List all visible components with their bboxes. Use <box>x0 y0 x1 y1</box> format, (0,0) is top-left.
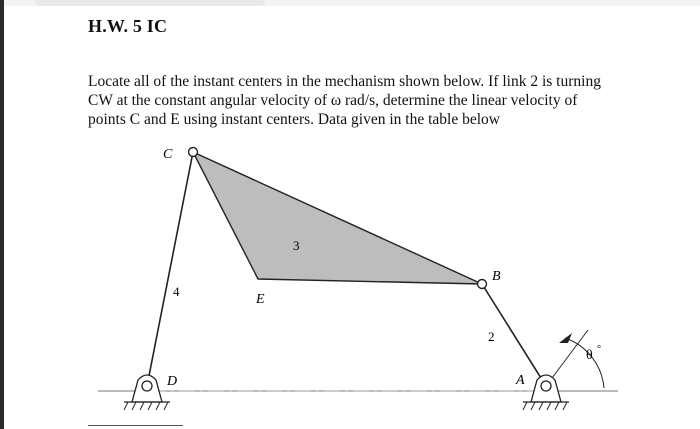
label-d: D <box>167 374 178 389</box>
label-link-3: 3 <box>293 238 300 253</box>
label-link-2: 2 <box>488 329 495 344</box>
ground-pivot-d <box>124 375 170 410</box>
label-degree: ° <box>597 344 601 355</box>
problem-line-2: CW at the constant angular velocity of ω rad/s, determine the linear velocity of <box>88 92 578 109</box>
problem-line-3: points C and E using instant centers. Data given in the table below <box>88 111 500 128</box>
joint-c <box>189 148 198 157</box>
label-c: C <box>163 147 173 162</box>
label-e: E <box>256 292 265 307</box>
link-4 <box>147 152 193 386</box>
problem-line-1: Locate all of the instant centers in the mechanism shown below. If link 2 is turning <box>88 73 601 90</box>
label-theta: θ <box>586 348 593 363</box>
label-b: B <box>492 269 501 284</box>
label-a: A <box>516 373 525 388</box>
angle-arrowhead <box>559 333 572 343</box>
label-link-4: 4 <box>173 284 180 299</box>
bottom-rule <box>88 425 183 426</box>
coupler-link-3 <box>193 152 482 284</box>
ground-pivot-a <box>523 375 569 410</box>
joint-b <box>478 280 487 289</box>
homework-title: H.W. 5 IC <box>88 16 168 36</box>
